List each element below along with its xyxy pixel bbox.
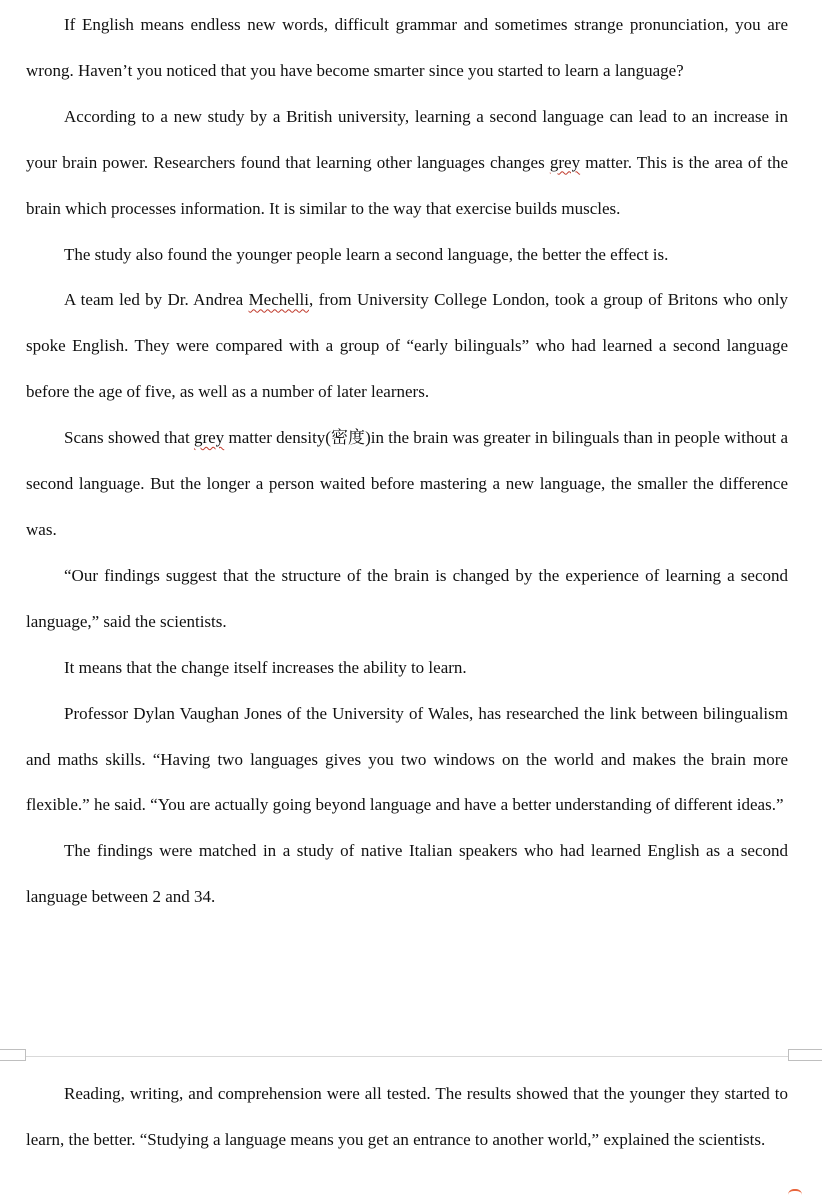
- paragraph-team: A team led by Dr. Andrea Mechelli, from University College London, took a group of Britons who only spoke English. They were compared with a group of “early bilinguals” who had learned a second language before the age of five, as well as a number of later learners.: [26, 290, 788, 402]
- corner-mark-icon: [788, 1189, 802, 1195]
- spellcheck-word: Mechelli: [248, 290, 309, 310]
- paragraph-ability: It means that the change itself increases the ability to learn.: [64, 657, 467, 677]
- paragraph-younger: The study also found the younger people learn a second language, the better the effect is.: [64, 244, 669, 264]
- paragraph-study: According to a new study by a British university, learning a second language can lead to an increase in your brain power. Researchers found that learning other languages changes grey matter. This is the area of the brain which processes information. It is similar to the way that exercise builds muscles.: [26, 106, 789, 218]
- spellcheck-word: grey: [193, 428, 225, 448]
- page-break-divider: [26, 1056, 788, 1057]
- page-2-body: [26, 1071, 788, 1163]
- page-break-marker-right: [788, 1049, 822, 1061]
- paragraph-findings-quote: “Our findings suggest that the structure of the brain is changed by the experience of learning a second language,” said the scientists.: [26, 565, 788, 631]
- paragraph-italian: The findings were matched in a study of native Italian speakers who had learned English as a second language between 2 and 34.: [26, 841, 788, 907]
- paragraph-professor: Professor Dylan Vaughan Jones of the University of Wales, has researched the link between bilingualism and maths skills. “Having two languages gives you two windows on the world and makes the brain more flexible.” he said. “You are actually going beyond language and have a better understanding of different ideas.”: [26, 703, 788, 815]
- paragraph-reading: Reading, writing, and comprehension were all tested. The results showed that the younger they started to learn, the better. “Studying a language means you get an entrance to another world,” explained the scientists.: [26, 1084, 788, 1149]
- paragraph-scans: Scans showed that grey matter density(密度)in the brain was greater in bilinguals than in people without a second language. But the longer a person waited before mastering a new language, the smaller the difference was.: [26, 428, 789, 539]
- page-break-marker-left: [0, 1049, 26, 1061]
- page-1-body: [26, 2, 788, 920]
- paragraph-intro: If English means endless new words, difficult grammar and sometimes strange pronunciation, you are wrong. Haven’t you noticed that you have become smarter since you started to learn a language?: [26, 15, 788, 80]
- spellcheck-word: grey: [549, 152, 581, 172]
